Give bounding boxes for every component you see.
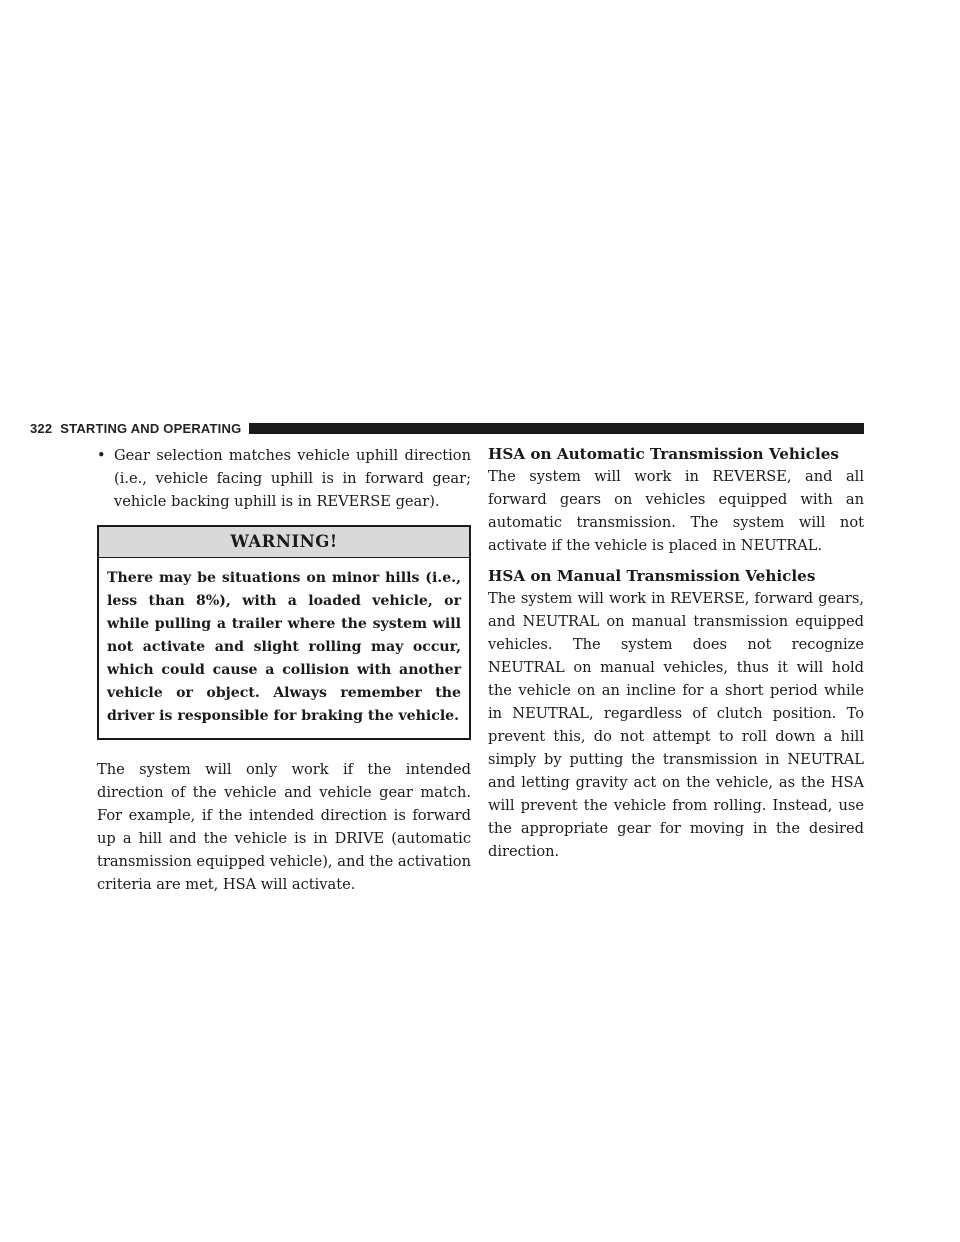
warning-text: There may be situations on minor hills (i.e., less than 8%), with a loaded vehicle, or while pulling a trailer where the system will not activate and slight rolling may occur, which could cause a collision with another vehicle or object. Always remember the driver is responsible for braking the vehicle.	[107, 570, 461, 724]
right-column	[488, 444, 864, 863]
automatic-text: The system will work in REVERSE, and all forward gears on vehicles equipped with an automatic transmission. The system will not activate if the vehicle is placed in NEUTRAL.	[488, 468, 864, 554]
page-number: 322	[30, 420, 53, 436]
bullet-text: Gear selection matches vehicle uphill direction (i.e., vehicle facing uphill is in forward gear; vehicle backing uphill is in REVERSE gear).	[114, 447, 471, 510]
automatic-heading: HSA on Automatic Transmission Vehicles	[488, 445, 839, 463]
page-header	[30, 418, 864, 438]
section-title: STARTING AND OPERATING	[60, 420, 242, 436]
manual-heading: HSA on Manual Transmission Vehicles	[488, 567, 816, 585]
manual-text: The system will work in REVERSE, forward gears, and NEUTRAL on manual transmission equipped vehicles. The system does not recognize NEUTRAL on manual vehicles, thus it will hold the vehicle on an incline for a short period while in NEUTRAL, regardless of clutch position. To prevent this, do not attempt to roll down a hill simply by putting the transmission in NEUTRAL and letting gravity act on the vehicle, as the HSA will prevent the vehicle from rolling. Instead, use the appropriate gear for moving in the desired direction.	[488, 590, 864, 860]
header-rule	[249, 423, 864, 434]
bullet-icon: •	[97, 447, 106, 464]
warning-box	[97, 525, 471, 740]
warning-title: WARNING!	[99, 527, 469, 558]
body-paragraph: The system will only work if the intended direction of the vehicle and vehicle gear match. For example, if the intended direction is forward up a hill and the vehicle is in DRIVE (automatic transmission equipped vehicle), and the activation criteria are met, HSA will activate.	[97, 761, 471, 893]
list-item	[97, 444, 471, 513]
left-column	[97, 444, 471, 896]
